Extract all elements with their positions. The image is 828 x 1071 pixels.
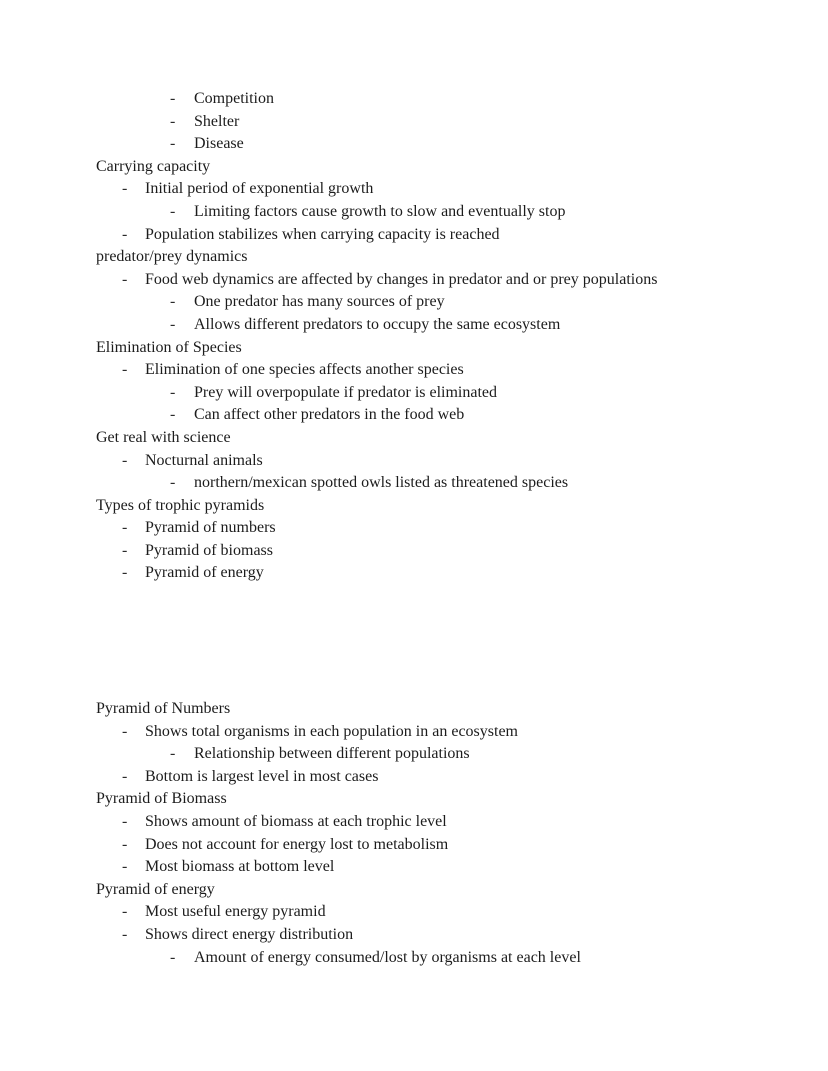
outline-bullet <box>0 947 828 970</box>
outline-bullet <box>0 901 828 924</box>
outline-bullet <box>0 404 828 427</box>
outline-text: northern/mexican spotted owls listed as threatened species <box>194 474 569 492</box>
outline-bullet <box>0 721 828 744</box>
bullet-dash-icon: - <box>170 474 176 492</box>
outline-text: Prey will overpopulate if predator is eliminated <box>194 383 498 401</box>
bullet-dash-icon: - <box>122 564 128 582</box>
outline-bullet <box>0 178 828 201</box>
bullet-dash-icon: - <box>122 270 128 288</box>
outline-bullet <box>0 224 828 247</box>
outline-bullet <box>0 133 828 156</box>
outline-bullet <box>0 269 828 292</box>
bullet-dash-icon: - <box>170 315 176 333</box>
bullet-dash-icon: - <box>170 202 176 220</box>
outline-text: Can affect other predators in the food web <box>194 406 465 424</box>
outline-text: Initial period of exponential growth <box>145 180 374 198</box>
outline-text: Shows direct energy distribution <box>145 926 354 943</box>
outline-heading <box>0 788 828 811</box>
outline-bullet <box>0 834 828 857</box>
outline-text: Pyramid of energy <box>145 564 264 582</box>
bullet-dash-icon: - <box>170 112 176 130</box>
bullet-dash-icon: - <box>170 948 176 966</box>
outline-bullet <box>0 743 828 766</box>
outline-text: Bottom is largest level in most cases <box>145 767 379 785</box>
outline-text: predator/prey dynamics <box>96 248 248 266</box>
outline-text: Types of trophic pyramids <box>96 496 265 514</box>
outline-heading <box>0 246 828 269</box>
outline-bullet <box>0 924 828 947</box>
outline-heading <box>0 495 828 518</box>
outline-text: Elimination of Species <box>96 338 242 356</box>
bullet-dash-icon: - <box>122 451 128 469</box>
bullet-dash-icon: - <box>122 903 128 921</box>
outline-text: Pyramid of biomass <box>145 541 273 559</box>
outline-bullet <box>0 540 828 563</box>
outline-text: One predator has many sources of prey <box>194 293 445 311</box>
outline-text: Most biomass at bottom level <box>145 858 335 876</box>
outline-text: Elimination of one species affects another species <box>145 361 464 379</box>
outline-bullet <box>0 450 828 473</box>
outline-text: Pyramid of energy <box>96 880 215 898</box>
outline-bullet <box>0 766 828 789</box>
outline-text: Relationship between different populations <box>194 745 470 763</box>
outline-bullet <box>0 314 828 337</box>
outline-text: Competition <box>194 90 274 107</box>
outline-text: Food web dynamics are affected by changes in predator and or prey populations <box>145 270 658 288</box>
outline-bullet <box>0 382 828 405</box>
bullet-dash-icon: - <box>122 858 128 876</box>
outline-text: Get real with science <box>96 428 231 446</box>
outline-text: Most useful energy pyramid <box>145 903 326 921</box>
bullet-dash-icon: - <box>170 135 176 153</box>
block-one <box>0 88 828 585</box>
outline-bullet <box>0 359 828 382</box>
outline-bullet <box>0 201 828 224</box>
outline-text: Nocturnal animals <box>145 451 263 469</box>
bullet-dash-icon: - <box>122 767 128 785</box>
section-gap <box>0 585 828 698</box>
outline-bullet <box>0 111 828 134</box>
outline-text: Shelter <box>194 112 240 130</box>
outline-text: Shows total organisms in each population in an ecosystem <box>145 722 518 740</box>
bullet-dash-icon: - <box>170 745 176 763</box>
outline-text: Pyramid of Numbers <box>96 700 231 718</box>
outline-text: Carrying capacity <box>96 157 211 175</box>
bullet-dash-icon: - <box>122 519 128 537</box>
outline-bullet <box>0 291 828 314</box>
bullet-dash-icon: - <box>122 835 128 853</box>
bullet-dash-icon: - <box>122 541 128 559</box>
bullet-dash-icon: - <box>170 406 176 424</box>
outline-bullet <box>0 562 828 585</box>
bullet-dash-icon: - <box>122 225 128 243</box>
outline-heading <box>0 156 828 179</box>
outline-heading <box>0 879 828 902</box>
outline-text: Pyramid of numbers <box>145 519 276 537</box>
outline-text: Allows different predators to occupy the same ecosystem <box>194 315 561 333</box>
bullet-dash-icon: - <box>122 722 128 740</box>
outline-bullet <box>0 472 828 495</box>
outline-text: Pyramid of Biomass <box>96 790 227 808</box>
outline-text: Amount of energy consumed/lost by organisms at each level <box>194 948 581 966</box>
outline-text: Limiting factors cause growth to slow and eventually stop <box>194 202 566 220</box>
outline-text: Does not account for energy lost to metabolism <box>145 835 449 853</box>
outline-heading <box>0 427 828 450</box>
outline-heading <box>0 337 828 360</box>
outline-bullet <box>0 856 828 879</box>
outline-text: Disease <box>194 135 244 153</box>
bullet-dash-icon: - <box>170 293 176 311</box>
outline-bullet <box>0 88 828 111</box>
bullet-dash-icon: - <box>122 180 128 198</box>
outline-bullet <box>0 811 828 834</box>
outline-bullet <box>0 517 828 540</box>
block-two <box>0 698 828 969</box>
outline-text: Shows amount of biomass at each trophic level <box>145 813 447 831</box>
bullet-dash-icon: - <box>122 361 128 379</box>
bullet-dash-icon: - <box>122 926 128 943</box>
bullet-dash-icon: - <box>170 90 176 107</box>
document-body <box>0 88 828 969</box>
bullet-dash-icon: - <box>122 813 128 831</box>
bullet-dash-icon: - <box>170 383 176 401</box>
outline-heading <box>0 698 828 721</box>
outline-text: Population stabilizes when carrying capacity is reached <box>145 225 500 243</box>
